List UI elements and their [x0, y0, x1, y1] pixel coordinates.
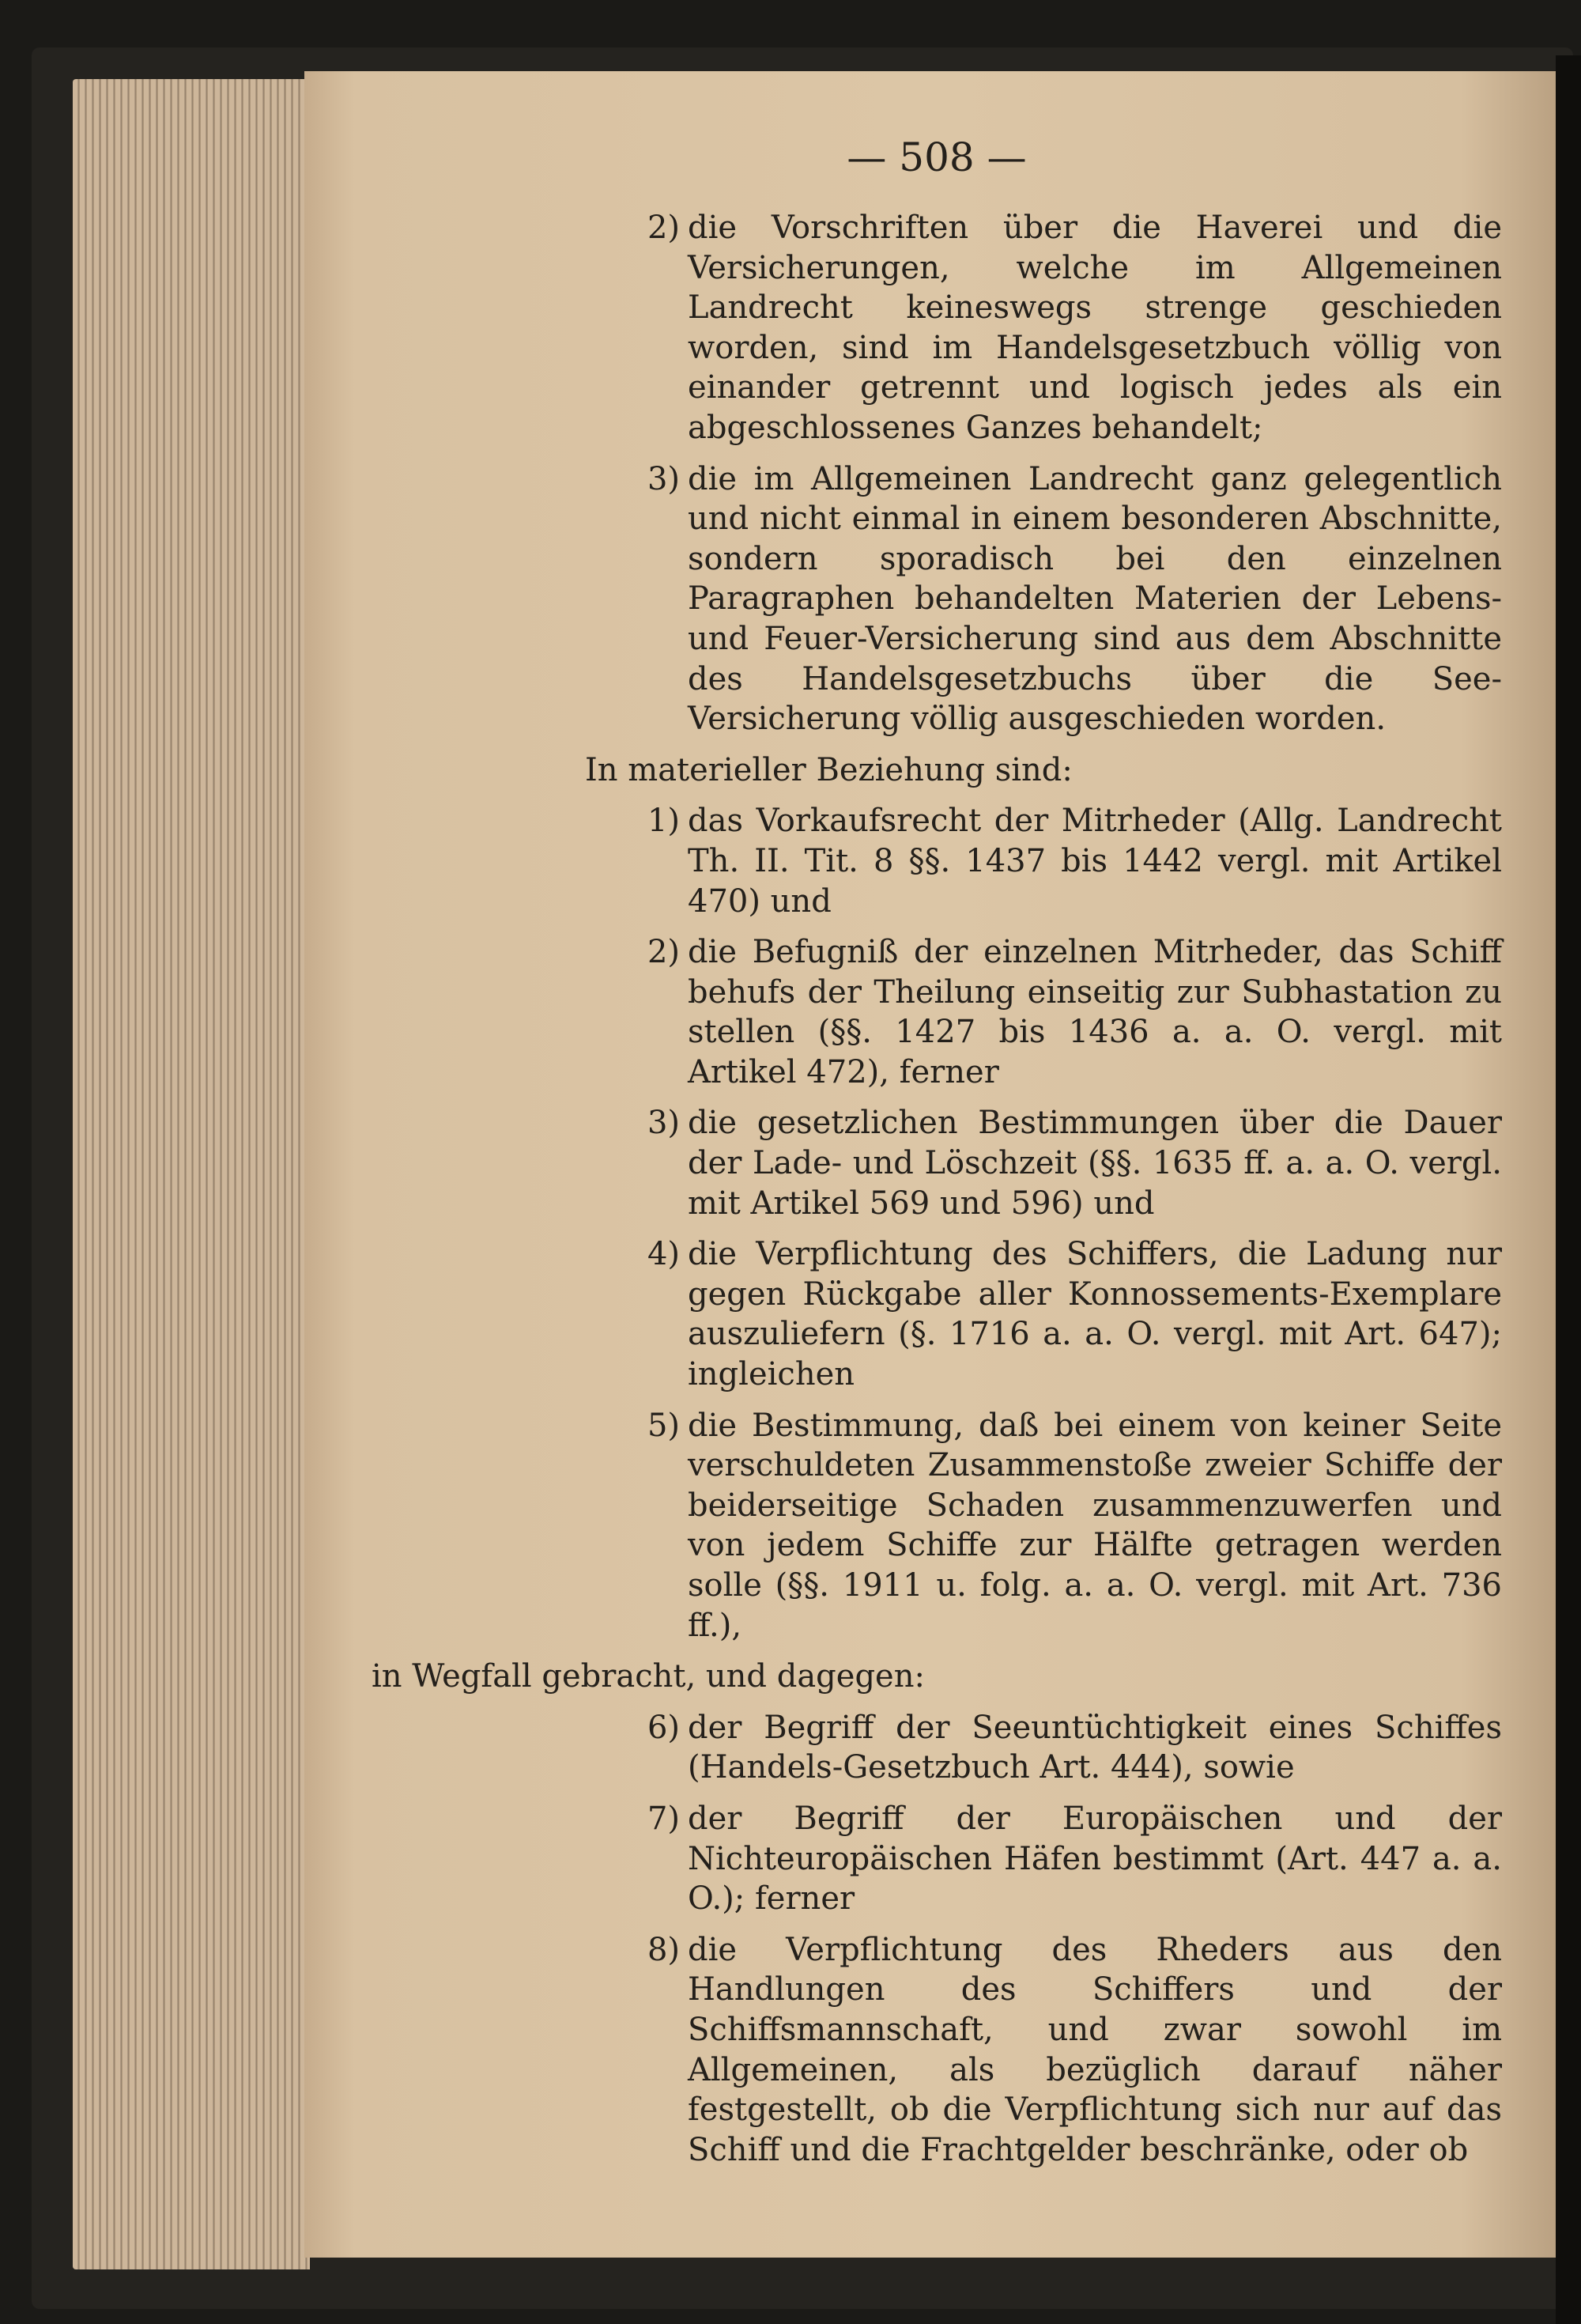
item-number: 2): [647, 210, 680, 246]
list-item: [372, 801, 1502, 921]
item-number: 2): [647, 934, 680, 971]
list-a: [372, 208, 1502, 739]
item-text: das Vorkaufsrecht der Mitrheder (Allg. Landrecht Th. II. Tit. 8 §§. 1437 bis 1442 vergl. mit Artikel 470) und: [688, 803, 1502, 920]
book-gutter: [1556, 55, 1581, 2324]
item-number: 5): [647, 1407, 680, 1444]
transition-line: in Wegfall gebracht, und dagegen:: [372, 1658, 925, 1695]
page-edges: [73, 79, 310, 2269]
item-number: 8): [647, 1931, 680, 1968]
list-item: [372, 208, 1502, 448]
item-number: 3): [647, 460, 680, 497]
item-number: 4): [647, 1236, 680, 1273]
item-text: die Bestimmung, daß bei einem von keiner Seite verschuldeten Zusammenstoße zweier Schiffe der beiderseitige Schaden zusammenzuwerfen und von jedem Schiffe zur Hälfte getragen werden solle (§§. 1911 u. folg. a. a. O. vergl. mit Art. 736 ff.),: [688, 1407, 1502, 1644]
list-item: [372, 459, 1502, 739]
item-number: 3): [647, 1105, 680, 1142]
list-item: [372, 1103, 1502, 1223]
item-number: 1): [647, 803, 680, 840]
list-item: [372, 1930, 1502, 2171]
page-number: — 508 —: [847, 134, 1027, 180]
item-text: die im Allgemeinen Landrecht ganz gelegentlich und nicht einmal in einem besonderen Abschnitte, sondern sporadisch bei den einzelnen Paragraphen behandelten Materien der Lebens- und Feuer-Versicherung sind aus dem Abschnitte des Handelsgesetzbuchs über die See-Versicherung völlig ausgeschieden worden.: [688, 460, 1502, 738]
item-text: die gesetzlichen Bestimmungen über die Dauer der Lade- und Löschzeit (§§. 1635 ff. a. a. O. vergl. mit Artikel 569 und 596) und: [688, 1105, 1502, 1222]
item-number: 6): [647, 1709, 680, 1746]
intro-line: In materieller Beziehung sind:: [585, 751, 1073, 788]
item-text: der Begriff der Seeuntüchtigkeit eines Schiffes (Handels-Gesetzbuch Art. 444), sowie: [688, 1709, 1502, 1786]
list-c: [372, 1708, 1502, 2171]
item-text: der Begriff der Europäischen und der Nichteuropäischen Häfen bestimmt (Art. 447 a. a. O.); ferner: [688, 1800, 1502, 1918]
item-text: die Befugniß der einzelnen Mitrheder, das Schiff behufs der Theilung einseitig zur Subhastation zu stellen (§§. 1427 bis 1436 a. a. O. vergl. mit Artikel 472), ferner: [688, 934, 1502, 1090]
list-item: [372, 932, 1502, 1092]
list-b: [372, 801, 1502, 1646]
item-number: 7): [647, 1800, 680, 1837]
list-item: [372, 1708, 1502, 1788]
page-text: [372, 119, 1502, 2181]
list-item: [372, 1406, 1502, 1646]
list-item: [372, 1234, 1502, 1394]
list-item: [372, 1799, 1502, 1919]
item-text: die Verpflichtung des Schiffers, die Ladung nur gegen Rückgabe aller Konnossements-Exemplare auszuliefern (§. 1716 a. a. O. vergl. mit Art. 647); ingleichen: [688, 1236, 1502, 1393]
item-text: die Vorschriften über die Haverei und die Versicherungen, welche im Allgemeinen Landrecht keineswegs strenge geschieden worden, sind im Handelsgesetzbuch völlig von einander getrennt und logisch jedes als ein abgeschlossenes Ganzes behandelt;: [688, 210, 1502, 446]
item-text: die Verpflichtung des Rheders aus den Handlungen des Schiffers und der Schiffsmannschaft, und zwar sowohl im Allgemeinen, als bezüglich darauf näher festgestellt, ob die Verpflichtung sich nur auf das Schiff und die Frachtgelder beschränke, oder ob: [688, 1931, 1502, 2168]
